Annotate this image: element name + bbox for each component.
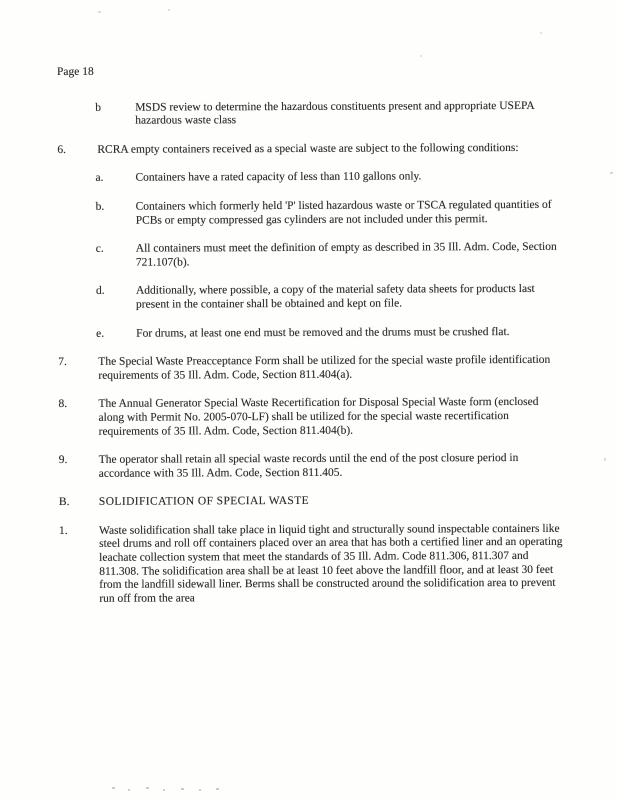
item-text: The operator shall retain all special waste records until the end of the post closure period in accordance with 35 Ill. Adm. Code, Section 811.405. — [98, 452, 519, 480]
scan-speck — [420, 55, 422, 57]
item-text: Containers which formerly held 'P' listed hazardous waste or TSCA regulated quantities of PCBs or empty compressed gas cylinders are not included under this permit. — [135, 198, 552, 227]
scan-speck — [168, 9, 170, 11]
item-label: c. — [95, 242, 104, 255]
item-label: e. — [96, 327, 105, 340]
item-text: RCRA empty containers received as a special waste are subject to the following conditions: — [97, 141, 519, 156]
section-heading-text: SOLIDIFICATION OF SPECIAL WASTE — [98, 495, 310, 509]
item-text: The Annual Generator Special Waste Recertification for Disposal Special Waste form (enclosed along with Permit No. 2005-070-LF) shall be utilized for the special waste recertification requirements of 35 Ill. Adm. Code, Section 811.404(b). — [98, 396, 539, 438]
item-text: The Special Waste Preacceptance Form shall be utilized for the special waste profile identification requirements of 35 Ill. Adm. Code, Section 811.404(a). — [98, 353, 551, 382]
scan-speck — [98, 11, 101, 13]
scan-speck — [604, 458, 606, 461]
item-label: d. — [95, 285, 105, 298]
list-item — [96, 325, 569, 341]
scan-speck — [216, 788, 219, 790]
item-label: 9. — [58, 454, 68, 467]
item-text: MSDS review to determine the hazardous constituents present and appropriate USEPA hazardous waste class — [135, 99, 535, 127]
scan-speck — [181, 788, 184, 790]
scan-speck — [610, 172, 613, 174]
list-item — [58, 396, 569, 439]
section-heading — [59, 494, 570, 510]
scan-speck — [112, 787, 115, 789]
list-item — [95, 99, 568, 128]
item-label: b. — [95, 200, 105, 213]
page-number: Page 18 — [57, 65, 94, 78]
item-text: Additionally, where possible, a copy of the material safety data sheets for products last present in the container shall be obtained and kept on file. — [135, 283, 535, 311]
item-label: 7. — [58, 356, 67, 369]
scan-speck — [146, 787, 149, 789]
scan-speck — [128, 789, 130, 791]
scan-speck — [540, 32, 542, 34]
scan-speck — [163, 789, 165, 791]
list-item — [58, 354, 569, 383]
list-item — [59, 452, 570, 481]
item-label: 8. — [58, 398, 68, 411]
list-item — [59, 523, 570, 607]
item-text: Waste solidification shall take place in liquid tight and structurally sound inspectable containers like steel drums and roll off containers placed over an area that has both a certified liner and an operating leachate collection system that meet the standards of 35 Ill. Adm. Code 811.306, 811.307 and 811.308. The solidification area shall be at least 10 feet above the landfill floor, and at least 30 feet from the landfill sidewall liner. Berms shall be constructed around the solidification area to prevent run off from the area — [99, 522, 563, 605]
page-content — [57, 64, 570, 622]
item-label: 6. — [57, 143, 67, 156]
list-item — [96, 283, 569, 312]
item-label: B. — [58, 496, 70, 509]
scan-speck — [199, 789, 201, 791]
item-label: a. — [95, 172, 104, 185]
list-item — [95, 170, 568, 186]
list-item — [57, 142, 568, 158]
item-label: b — [95, 101, 101, 114]
item-text: For drums, at least one end must be removed and the drums must be crushed flat. — [136, 325, 510, 340]
item-text: Containers have a rated capacity of less than 110 gallons only. — [135, 170, 422, 185]
item-text: All containers must meet the definition of empty as described in 35 Ill. Adm. Code, Section 721.107(b). — [135, 240, 557, 269]
list-item — [96, 241, 569, 270]
list-item — [96, 199, 569, 228]
item-label: 1. — [59, 524, 68, 537]
